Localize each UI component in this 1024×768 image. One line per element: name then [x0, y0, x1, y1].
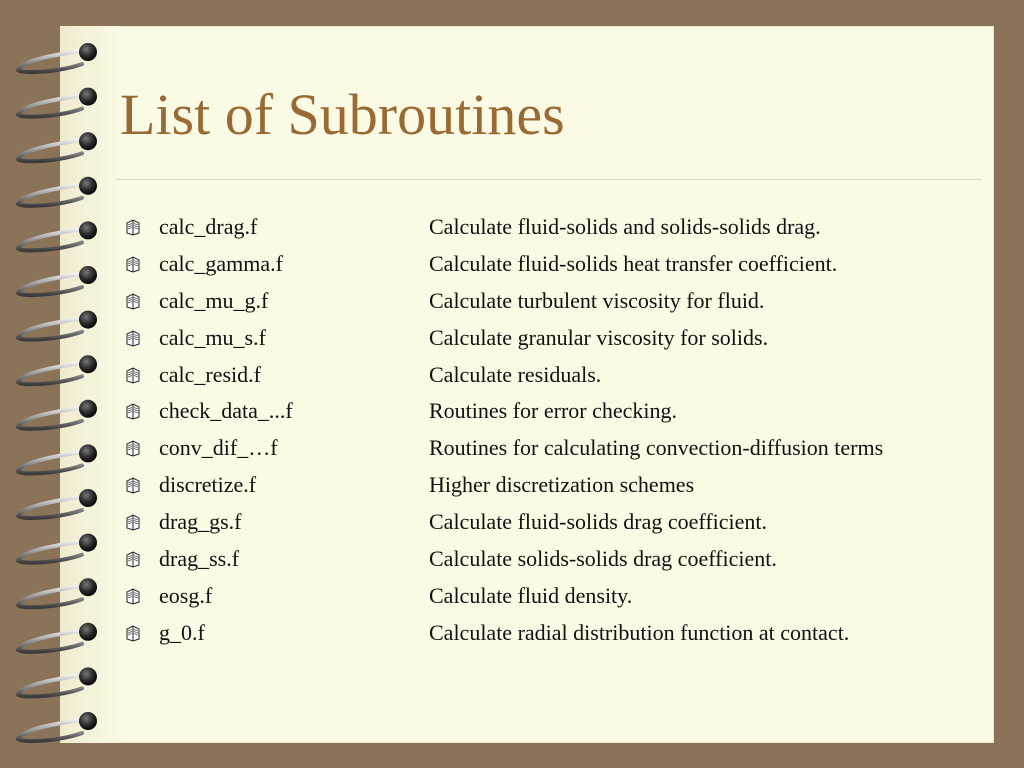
spiral-coils	[18, 43, 97, 741]
book-icon	[124, 439, 142, 457]
binding-hole	[79, 132, 97, 150]
list-item	[124, 620, 984, 657]
subroutine-description: Calculate solids-solids drag coefficient.	[429, 546, 777, 572]
list-item	[124, 325, 984, 362]
spiral-wire	[18, 407, 86, 429]
title-divider	[116, 179, 982, 180]
subroutine-description: Routines for error checking.	[429, 398, 678, 424]
subroutine-name: calc_drag.f	[159, 214, 258, 239]
subroutine-name: eosg.f	[159, 582, 213, 608]
book-icon	[124, 329, 142, 347]
subroutine-name: calc_resid.f	[159, 361, 261, 387]
binding-hole	[79, 43, 97, 61]
subroutine-name: calc_gamma.f	[159, 250, 283, 276]
list-item	[124, 583, 984, 620]
subroutine-description: Calculate fluid-solids heat transfer coefficient.	[429, 250, 838, 276]
list-item	[124, 362, 984, 399]
subroutine-name: g_0.f	[159, 619, 205, 645]
list-item	[124, 435, 984, 472]
spiral-wire	[18, 362, 86, 384]
subroutine-name: calc_mu_g.f	[159, 287, 269, 313]
subroutine-description: Calculate turbulent viscosity for fluid.	[429, 287, 765, 313]
list-item	[124, 509, 984, 546]
spiral-wire	[18, 674, 86, 696]
book-icon	[124, 476, 142, 494]
spiral-wire	[18, 184, 86, 206]
subroutine-list	[124, 214, 984, 657]
spiral-binding	[0, 0, 120, 768]
subroutine-name: conv_dif_…f	[159, 435, 278, 461]
list-item	[124, 251, 984, 288]
spiral-wire	[18, 95, 86, 117]
list-item	[124, 398, 984, 435]
spiral-wire	[18, 50, 86, 72]
binding-hole	[79, 311, 97, 329]
binding-hole	[79, 667, 97, 685]
notebook-page	[60, 26, 994, 743]
subroutine-description: Routines for calculating convection-diffusion terms	[429, 435, 884, 461]
binding-hole	[79, 712, 97, 730]
book-icon	[124, 624, 142, 642]
subroutine-name: discretize.f	[159, 472, 257, 498]
slide-title: List of Subroutines	[120, 82, 565, 147]
book-icon	[124, 587, 142, 605]
binding-hole	[79, 623, 97, 641]
book-icon	[124, 218, 142, 236]
book-icon	[124, 255, 142, 273]
subroutine-name: drag_gs.f	[159, 509, 242, 535]
book-icon	[124, 550, 142, 568]
book-icon	[124, 366, 142, 384]
list-item	[124, 288, 984, 325]
binding-hole	[79, 400, 97, 418]
spiral-wire	[18, 139, 86, 161]
book-icon	[124, 513, 142, 531]
book-icon	[124, 292, 142, 310]
spiral-wire	[18, 585, 86, 607]
binding-hole	[79, 177, 97, 195]
spiral-wire	[18, 541, 86, 563]
subroutine-name: calc_mu_s.f	[159, 324, 266, 350]
subroutine-description: Calculate fluid density.	[429, 582, 633, 608]
list-item	[124, 214, 984, 251]
spiral-wire	[18, 273, 86, 295]
spiral-wire	[18, 719, 86, 741]
binding-hole	[79, 266, 97, 284]
list-item	[124, 472, 984, 509]
book-icon	[124, 402, 142, 420]
list-item	[124, 546, 984, 583]
subroutine-description: Calculate fluid-solids and solids-solids drag.	[429, 214, 821, 239]
subroutine-description: Calculate radial distribution function at contact.	[429, 619, 850, 645]
subroutine-description: Calculate residuals.	[429, 361, 602, 387]
spiral-wire	[18, 228, 86, 250]
binding-hole	[79, 444, 97, 462]
binding-hole	[79, 578, 97, 596]
spiral-wire	[18, 496, 86, 518]
subroutine-name: check_data_...f	[159, 398, 293, 424]
subroutine-description: Higher discretization schemes	[429, 472, 695, 498]
spiral-wire	[18, 630, 86, 652]
binding-hole	[79, 88, 97, 106]
subroutine-name: drag_ss.f	[159, 546, 240, 572]
spiral-wire	[18, 451, 86, 473]
binding-hole	[79, 489, 97, 507]
binding-hole	[79, 221, 97, 239]
binding-hole	[79, 355, 97, 373]
binding-hole	[79, 534, 97, 552]
subroutine-description: Calculate fluid-solids drag coefficient.	[429, 509, 768, 535]
subroutine-description: Calculate granular viscosity for solids.	[429, 324, 769, 350]
spiral-wire	[18, 318, 86, 340]
